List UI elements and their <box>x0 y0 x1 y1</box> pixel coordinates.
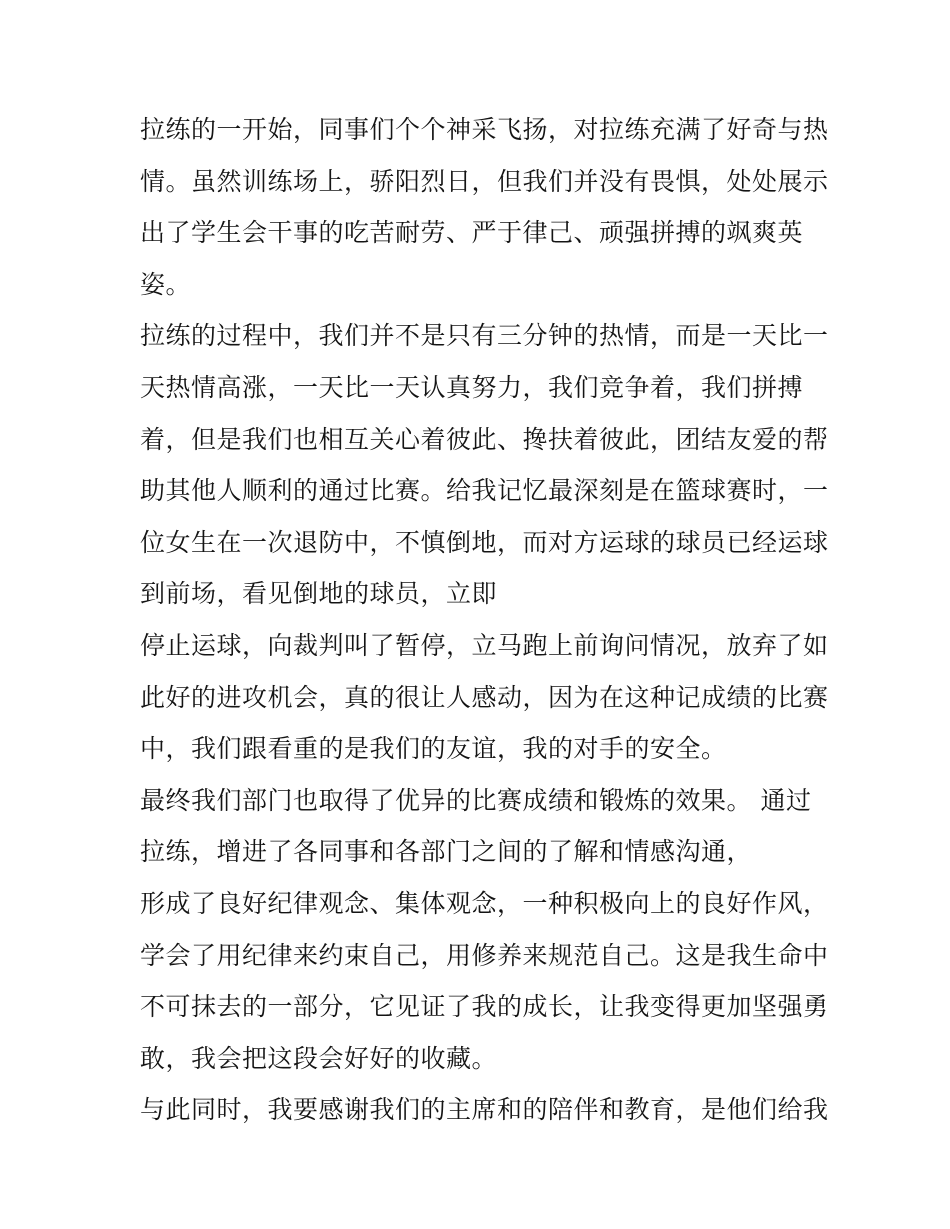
text-line: 此好的进攻机会，真的很让人感动，因为在这种记成绩的比赛 <box>140 682 829 712</box>
text-line: 停止运球，向裁判叫了暂停，立马跑上前询问情况，放弃了如 <box>140 630 829 660</box>
document-body <box>140 104 829 1136</box>
text-line: 拉练的过程中，我们并不是只有三分钟的热情，而是一天比一 <box>140 321 829 351</box>
text-line: 形成了良好纪律观念、集体观念，一种积极向上的良好作风， <box>140 888 829 918</box>
text-line: 与此同时，我要感谢我们的主席和的陪伴和教育，是他们给我 <box>140 1095 829 1125</box>
text-line: 拉练，增进了各同事和各部门之间的了解和情感沟通， <box>140 837 753 867</box>
text-line: 到前场，看见倒地的球员，立即 <box>140 579 498 609</box>
text-line: 最终我们部门也取得了优异的比赛成绩和锻炼的效果。 通过 <box>140 785 812 815</box>
text-line: 敢，我会把这段会好好的收藏。 <box>140 1043 498 1073</box>
text-line: 着，但是我们也相互关心着彼此、搀扶着彼此，团结友爱的帮 <box>140 424 829 454</box>
text-line: 学会了用纪律来约束自己，用修养来规范自己。这是我生命中 <box>140 940 829 970</box>
text-line: 情。虽然训练场上，骄阳烈日，但我们并没有畏惧，处处展示 <box>140 166 829 196</box>
text-line: 拉练的一开始，同事们个个神采飞扬，对拉练充满了好奇与热 <box>140 115 829 144</box>
text-line: 中，我们跟看重的是我们的友谊，我的对手的安全。 <box>140 734 727 764</box>
text-line: 姿。 <box>140 269 192 299</box>
text-line: 助其他人顺利的通过比赛。给我记忆最深刻是在篮球赛时，一 <box>140 476 829 506</box>
text-line: 不可抹去的一部分，它见证了我的成长，让我变得更加坚强勇 <box>140 992 829 1022</box>
text-line: 天热情高涨，一天比一天认真努力，我们竞争着，我们拼搏 <box>140 372 804 402</box>
text-line: 位女生在一次退防中，不慎倒地，而对方运球的球员已经运球 <box>140 527 829 557</box>
text-line: 出了学生会干事的吃苦耐劳、严于律己、顽强拼搏的飒爽英 <box>140 218 804 248</box>
